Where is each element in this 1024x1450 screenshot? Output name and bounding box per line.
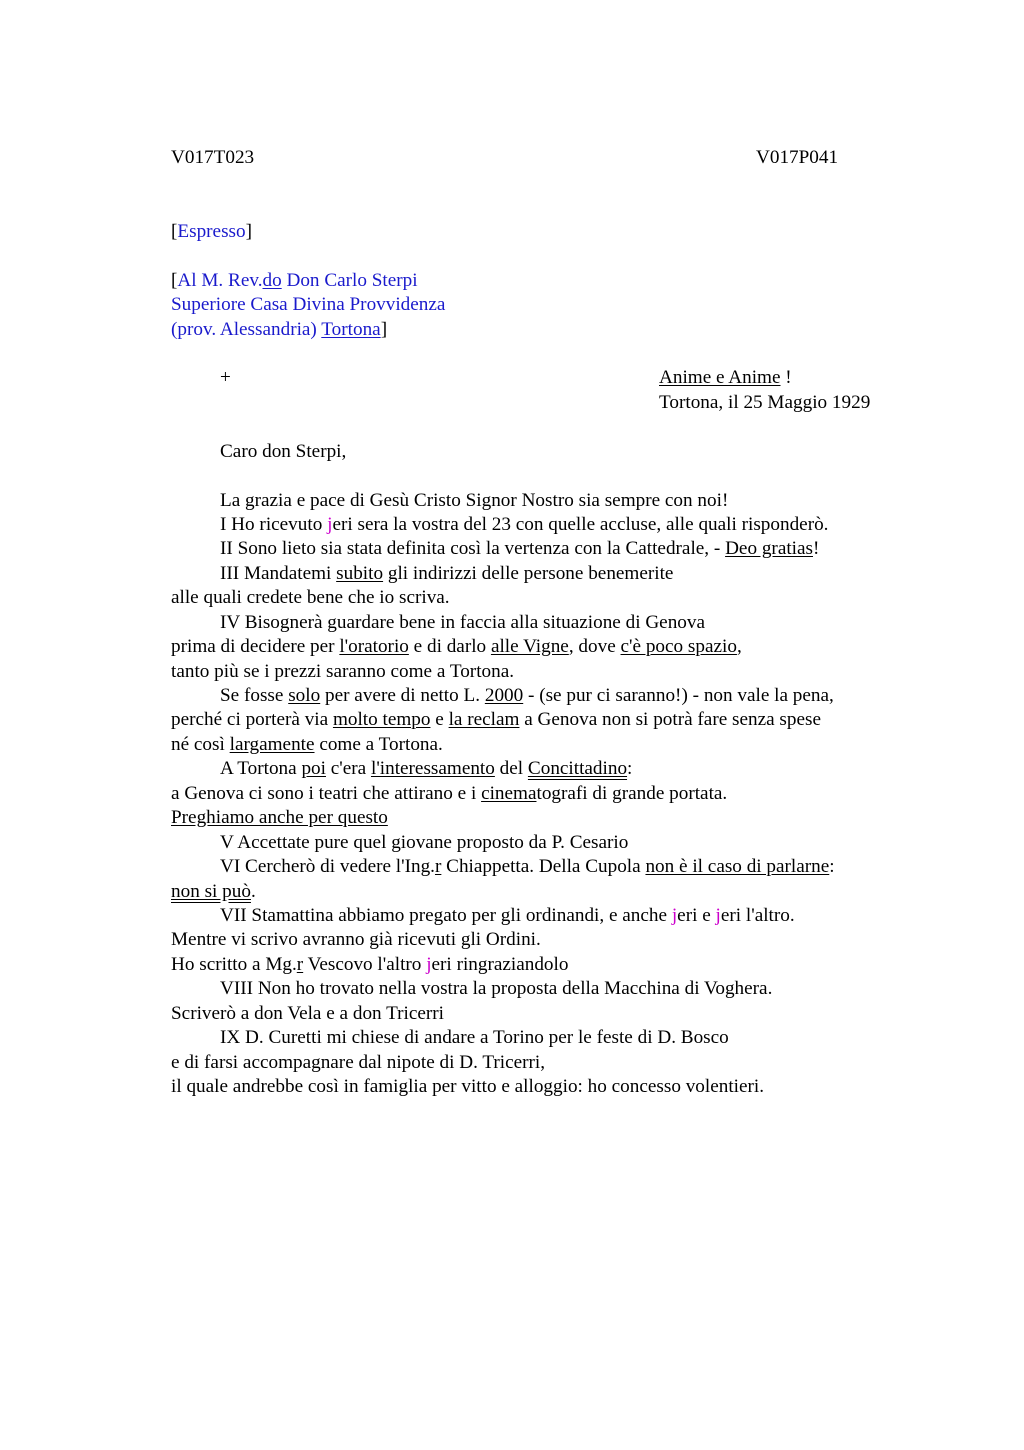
body-line: A Tortona poi c'era l'interessamento del Concittadino: [220, 758, 633, 779]
body-line: prima di decidere per l'oratorio e di darlo alle Vigne, dove c'è poco spazio, [171, 636, 742, 657]
body-line: Se fosse solo per avere di netto L. 2000 - (se pur ci saranno!) - non vale la pena, [220, 685, 834, 706]
body-line: alle quali credete bene che io scriva. [171, 587, 450, 608]
body-line: tanto più se i prezzi saranno come a Tortona. [171, 661, 515, 682]
body-line: IV Bisognerà guardare bene in faccia alla situazione di Genova [220, 612, 705, 633]
body-line: il quale andrebbe così in famiglia per vitto e alloggio: ho concesso volentieri. [171, 1076, 765, 1097]
header-right-code: V017P041 [756, 147, 839, 168]
body-line: III Mandatemi subito gli indirizzi delle persone benemerite [220, 563, 674, 584]
body-line: Scriverò a don Vela e a don Tricerri [171, 1003, 444, 1024]
delivery-note: [Espresso] [171, 221, 252, 242]
place-date: Tortona, il 25 Maggio 1929 [659, 392, 871, 413]
body-line: e di farsi accompagnare dal nipote di D. Tricerri, [171, 1052, 546, 1073]
motto: Anime e Anime ! [659, 367, 792, 388]
body-line: VII Stamattina abbiamo pregato per gli ordinandi, e anche jeri e jeri l'altro. [220, 905, 795, 926]
body-line: II Sono lieto sia stata definita così la vertenza con la Cattedrale, - Deo gratias! [220, 538, 820, 559]
body-line: IX D. Curetti mi chiese di andare a Torino per le feste di D. Bosco [220, 1027, 729, 1048]
cross-symbol: + [220, 367, 231, 388]
body-line: V Accettate pure quel giovane proposto da P. Cesario [220, 832, 629, 853]
salutation: Caro don Sterpi, [220, 441, 347, 462]
body-line: Mentre vi scrivo avranno già ricevuti gli Ordini. [171, 929, 541, 950]
delivery-label: Espresso [177, 221, 246, 242]
body-line: La grazia e pace di Gesù Cristo Signor Nostro sia sempre con noi! [220, 490, 729, 511]
address-line-3: (prov. Alessandria) Tortona] [171, 319, 388, 340]
body-line: né così largamente come a Tortona. [171, 734, 443, 755]
body-line: VIII Non ho trovato nella vostra la proposta della Macchina di Voghera. [220, 978, 773, 999]
body-line: perché ci porterà via molto tempo e la reclam a Genova non si potrà fare senza spese [171, 709, 821, 730]
body-line: Preghiamo anche per questo [171, 807, 388, 828]
body-line: non si può. [171, 881, 256, 902]
body-line: VI Cercherò di vedere l'Ing.r Chiappetta. Della Cupola non è il caso di parlarne: [220, 856, 835, 877]
address-line-1: [Al M. Rev.do Don Carlo Sterpi [171, 270, 418, 291]
header-left-code: V017T023 [171, 147, 255, 168]
body-line: a Genova ci sono i teatri che attirano e i cinematografi di grande portata. [171, 783, 728, 804]
body-line: I Ho ricevuto jeri sera la vostra del 23 con quelle accluse, alle quali risponderò. [220, 514, 829, 535]
address-line-2: Superiore Casa Divina Provvidenza [171, 294, 446, 315]
body-line: Ho scritto a Mg.r Vescovo l'altro jeri ringraziandolo [171, 954, 569, 975]
